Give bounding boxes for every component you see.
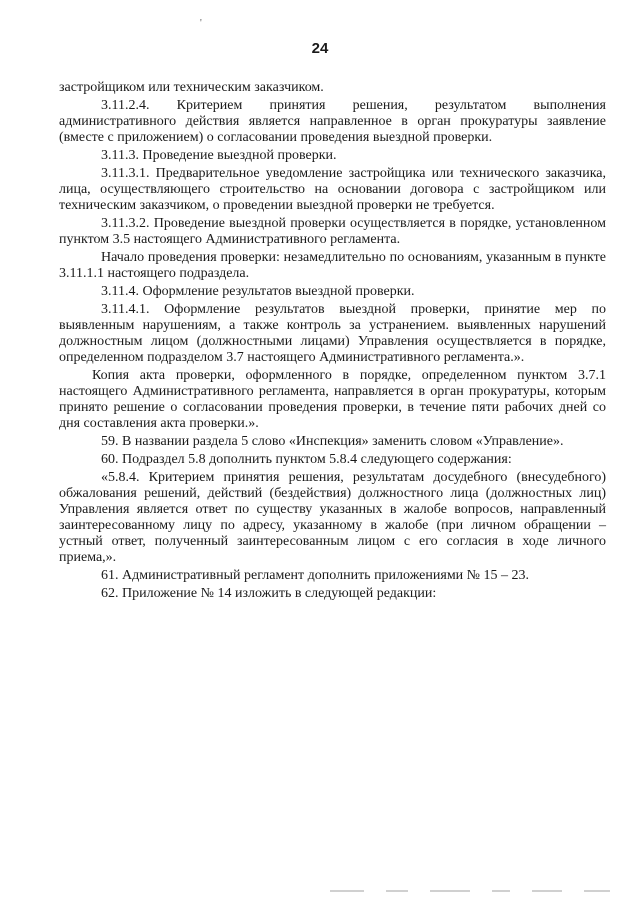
- paragraph: 3.11.3. Проведение выездной проверки.: [101, 148, 337, 163]
- page-number: 24: [311, 40, 329, 57]
- paragraph: 61. Административный регламент дополнить приложениями № 15 – 23.: [101, 568, 530, 583]
- scan-artifacts: [330, 887, 610, 895]
- document-body: [59, 80, 606, 604]
- paragraph: 3.11.3.1. Предварительное уведомление застройщика или технического заказчика, лица, осуществляющего строительство на основании договора с застройщиком или техническим заказчиком, о проведении выездной проверки не требуется.: [59, 166, 606, 213]
- paragraph: застройщиком или техническим заказчиком.: [59, 80, 324, 95]
- paragraph: 62. Приложение № 14 изложить в следующей редакции:: [101, 586, 437, 601]
- paragraph: «5.8.4. Критерием принятия решения, результатам досудебного (внесудебного) обжалования решений, действий (бездействия) должностного лица (должностных лиц) Управления является ответ по существу указанных в жалобе вопросов, направленный заинтересованному лицу по адресу, указанному в жалобе (при личном обращении – устный ответ, полученный заинтересованным лицом с его согласия в ходе личного приема,».: [59, 470, 606, 565]
- paragraph: 3.11.4. Оформление результатов выездной проверки.: [101, 284, 415, 299]
- paragraph: 3.11.4.1. Оформление результатов выездной проверки, принятие мер по выявленным нарушениям, а также контроль за устранением. выявленных нарушений должностным лицом (должностными лицами) Управления осуществляется в порядке, определенном подразделом 3.7 настоящего Административного регламента.».: [59, 302, 606, 365]
- paragraph: Копия акта проверки, оформленного в порядке, определенном пунктом 3.7.1 настоящего Административного регламента, направляется в орган прокуратуры, которым принято решение о согласовании проведения проверки, в течение пяти рабочих дней со дня составления акта проверки.».: [59, 368, 606, 431]
- page-mark: ': [200, 18, 202, 29]
- paragraph: 3.11.3.2. Проведение выездной проверки осуществляется в порядке, установленном пунктом 3.5 настоящего Административного регламента.: [59, 216, 606, 247]
- paragraph: 59. В названии раздела 5 слово «Инспекция» заменить словом «Управление».: [101, 434, 564, 449]
- paragraph: 60. Подраздел 5.8 дополнить пунктом 5.8.4 следующего содержания:: [101, 452, 512, 467]
- paragraph: Начало проведения проверки: незамедлительно по основаниям, указанным в пункте 3.11.1.1 настоящего подраздела.: [59, 250, 606, 281]
- paragraph: 3.11.2.4. Критерием принятия решения, результатом выполнения административного действия является направленное в орган прокуратуры заявление (вместе с приложением) о согласовании проведения выездной проверки.: [59, 98, 606, 145]
